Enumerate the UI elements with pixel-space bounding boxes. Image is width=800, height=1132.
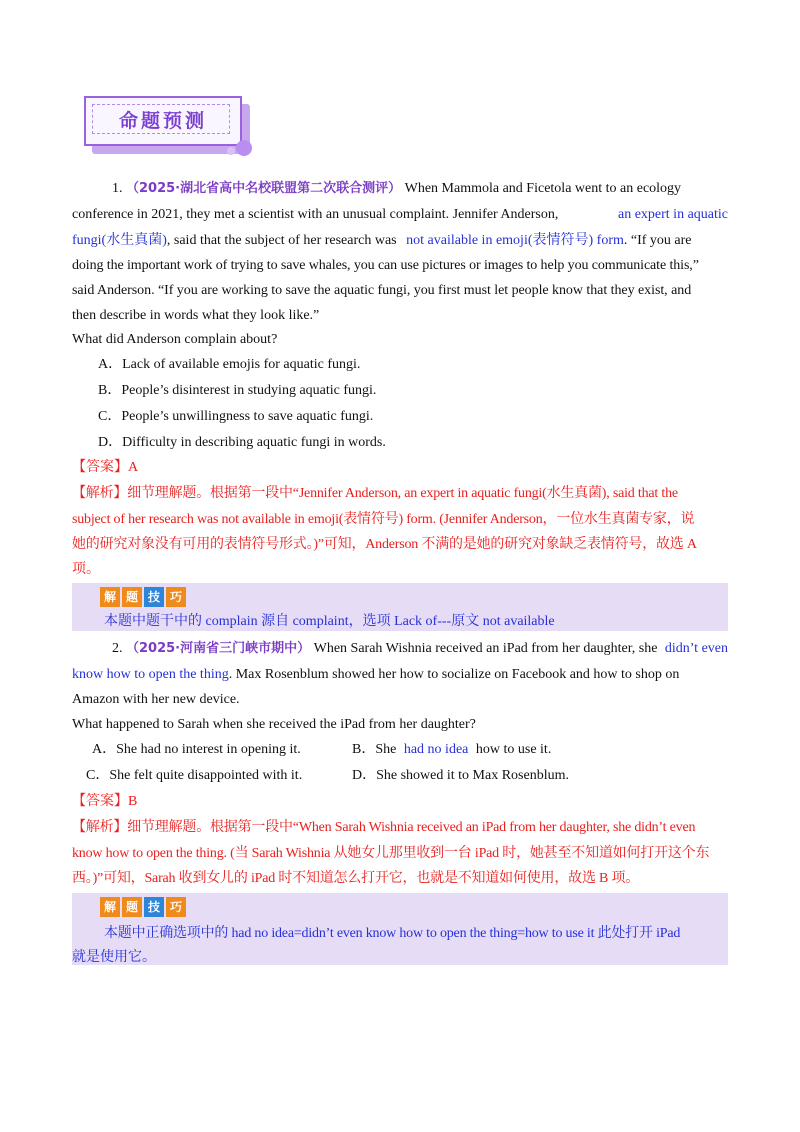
tip-char: 解 (100, 587, 120, 607)
q2-tip-box (72, 893, 728, 965)
q2-option-b-c: how to use it. (475, 742, 552, 757)
badge-title: 命题预测 (118, 110, 207, 132)
q1-highlight-1: an expert in aquatic (617, 207, 728, 222)
q1-line-4: doing the important work of trying to save whales, you can use pictures or images to help you communicate this,” (72, 258, 699, 273)
q2-highlight-2: know how to open the thing (72, 667, 229, 682)
q1-analysis-3: 她的研究对象没有可用的表情符号形式。)”可知，Anderson 不满的是她的研究对象缺乏表情符号，故选 A (72, 537, 697, 552)
q2-tip-label (100, 897, 186, 917)
q2-number: 2. (112, 641, 123, 656)
section-badge (84, 96, 252, 158)
q1-text-3b: , said that the subject of her research was (166, 233, 397, 248)
tip-char: 题 (122, 587, 142, 607)
q2-source: （2025·河南省三门峡市期中） (126, 641, 311, 656)
q2-option-c: C．She felt quite disappointed with it. (86, 768, 303, 783)
q1-line-3 (72, 231, 728, 251)
q1-line-6: then describe in words what they look like.” (72, 308, 320, 323)
q2-line-3: Amazon with her new device. (72, 692, 240, 707)
q1-option-b: B．People’s disinterest in studying aquatic fungi. (98, 383, 377, 398)
q1-option-c: C．People’s unwillingness to save aquatic fungi. (98, 409, 374, 424)
q2-highlight-1: didn’t even (664, 641, 728, 656)
q1-text-3d: . “If you are (623, 233, 692, 248)
q2-analysis-1: 【解析】细节理解题。根据第一段中“When Sarah Wishnia received an iPad from her daughter, she didn’t even (72, 820, 696, 835)
q1-analysis-4: 项。 (72, 562, 100, 577)
q1-answer: 【答案】A (72, 460, 139, 475)
q1-number: 1. (112, 181, 123, 196)
q1-line-1 (72, 179, 728, 199)
q2-option-a: A．She had no interest in opening it. (92, 742, 301, 757)
q1-line-2 (72, 205, 728, 225)
q2-text-2: . Max Rosenblum showed her how to socialize on Facebook and how to shop on (228, 667, 680, 682)
q2-tip-text-2: 就是使用它。 (72, 950, 156, 965)
q1-analysis-2: subject of her research was not available in emoji(表情符号) form. (Jennifer Anderson，一位水生真菌专家，说 (72, 512, 695, 527)
q2-analysis-3: 西。)”可知，Sarah 收到女儿的 iPad 时不知道怎么打开它，也就是不知道如何使用，故选 B 项。 (72, 871, 640, 886)
tip-char: 巧 (166, 587, 186, 607)
q1-source: （2025·湖北省高中名校联盟第二次联合测评） (126, 181, 402, 196)
q1-text-1: When Mammola and Ficetola went to an ecology (404, 181, 682, 196)
q2-text-1: When Sarah Wishnia received an iPad from her daughter, she (313, 641, 658, 656)
q1-tip-label (100, 587, 186, 607)
q1-tip-text: 本题中题干中的 complain 源自 complaint，选项 Lack of---原文 not available (104, 614, 555, 629)
q1-option-a: A．Lack of available emojis for aquatic fungi. (98, 357, 361, 372)
badge-small-dot-icon (227, 147, 235, 155)
q2-option-b-a: B．She (352, 742, 397, 757)
q1-text-2a: conference in 2021, they met a scientist with an unusual complaint. Jennifer Anderson, (72, 207, 559, 222)
q2-answer: 【答案】B (72, 794, 138, 809)
q1-question: What did Anderson complain about? (72, 332, 278, 347)
q1-line-5: said Anderson. “If you are working to save the aquatic fungi, you first must let people know that they exist, and (72, 283, 692, 298)
q2-question: What happened to Sarah when she received the iPad from her daughter? (72, 717, 476, 732)
q2-option-b-highlight: had no idea (403, 742, 469, 757)
tip-char: 题 (122, 897, 142, 917)
badge-dot-icon (236, 140, 252, 156)
q2-line-1 (72, 639, 728, 659)
q1-highlight-3: not available in emoji(表情符号) form (406, 233, 624, 248)
q1-option-d: D．Difficulty in describing aquatic fungi in words. (98, 435, 386, 450)
q2-analysis-2: know how to open the thing. (当 Sarah Wishnia 从她女儿那里收到一台 iPad 时，她甚至不知道如何打开这个东 (72, 846, 710, 861)
q2-line-2 (72, 665, 728, 685)
q2-option-b (352, 740, 652, 760)
q2-option-d: D．She showed it to Max Rosenblum. (352, 768, 569, 783)
q1-tip-box (72, 583, 728, 631)
q1-highlight-2: fungi(水生真菌) (72, 233, 167, 248)
q1-analysis-1: 【解析】细节理解题。根据第一段中“Jennifer Anderson, an expert in aquatic fungi(水生真菌), said that the (72, 486, 678, 501)
tip-char: 技 (144, 587, 164, 607)
tip-char: 解 (100, 897, 120, 917)
q2-tip-text-1: 本题中正确选项中的 had no idea=didn’t even know how to open the thing=how to use it 此处打开 iPad (104, 926, 681, 941)
tip-char: 技 (144, 897, 164, 917)
tip-char: 巧 (166, 897, 186, 917)
